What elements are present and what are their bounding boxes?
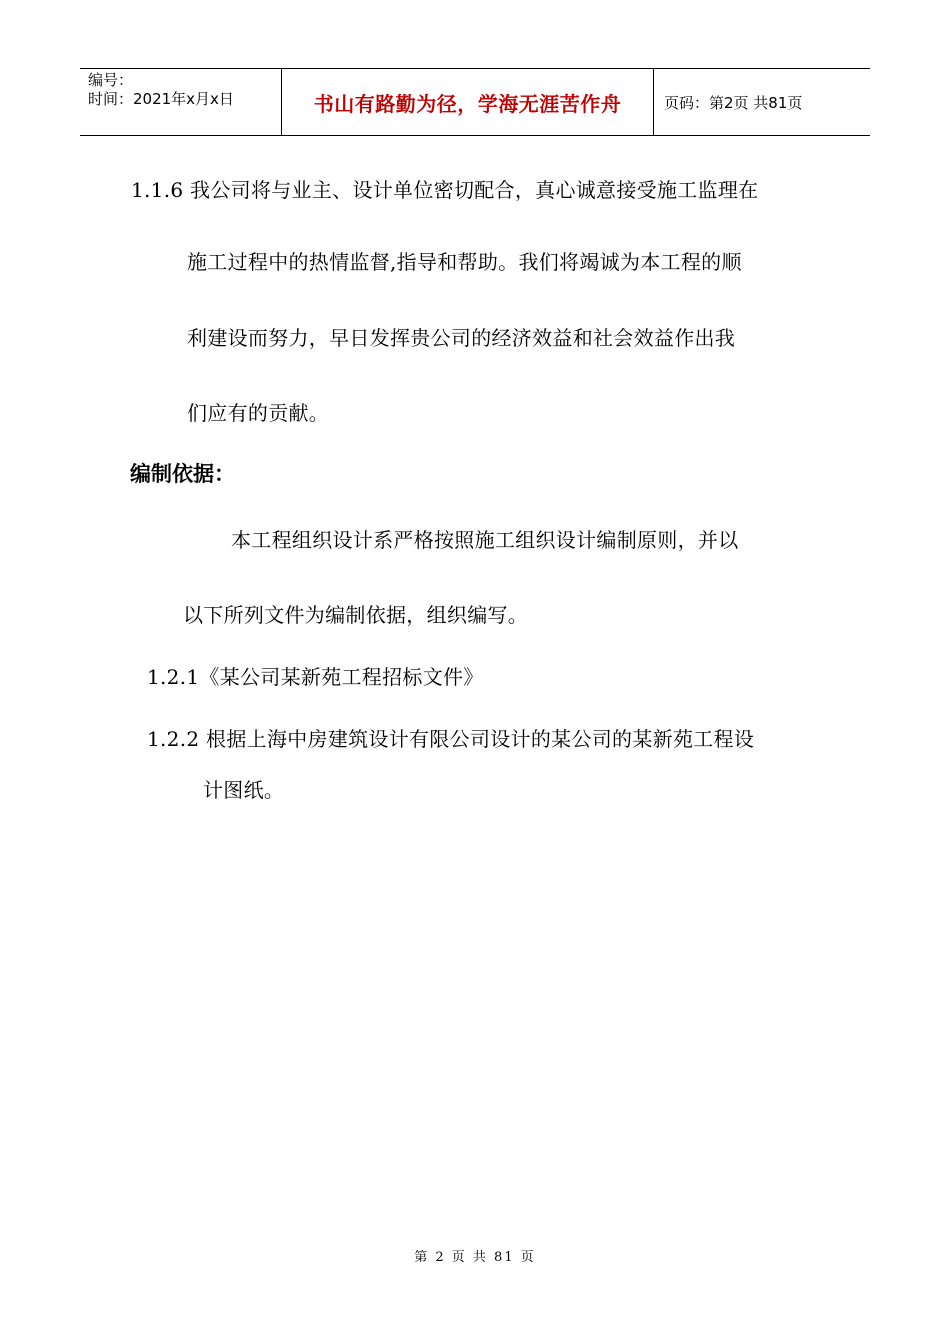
- header-motto-cell: [282, 69, 654, 135]
- list-item-1-2-2-line-2: 计图纸。: [203, 778, 285, 802]
- paragraph-1-1-6-line-4: 们应有的贡献。: [187, 401, 330, 425]
- paragraph-1-1-6-line-3: 利建设而努力，早日发挥贵公司的经济效益和社会效益作出我: [187, 326, 736, 350]
- header-motto: 书山有路勤为径，学海无涯苦作舟: [313, 91, 622, 116]
- header-page-cell: [654, 69, 870, 135]
- intro-line-2: 以下所列文件为编制依据，组织编写。: [183, 603, 529, 627]
- list-item-1-2-2-line-1: 1.2.2 根据上海中房建筑设计有限公司设计的某公司的某新苑工程设: [147, 727, 755, 751]
- header-meta-cell: [80, 69, 282, 135]
- list-item-1-2-1: 1.2.1《某公司某新苑工程招标文件》: [147, 665, 484, 689]
- page-footer: 第 2 页 共 81 页: [414, 1250, 536, 1265]
- page-header: [80, 68, 870, 136]
- document-date: 时间：2021年x月x日: [88, 90, 234, 108]
- paragraph-1-1-6-line-1: 1.1.6 我公司将与业主、设计单位密切配合，真心诚意接受施工监理在: [131, 178, 759, 202]
- document-number-label: 编号：: [88, 71, 134, 89]
- intro-line-1: 本工程组织设计系严格按照施工组织设计编制原则，并以: [231, 528, 739, 552]
- paragraph-1-1-6-line-2: 施工过程中的热情监督,指导和帮助。我们将竭诚为本工程的顺: [187, 250, 742, 274]
- header-page-info: 页码：第2页 共81页: [664, 93, 803, 112]
- section-heading: 编制依据：: [130, 462, 235, 486]
